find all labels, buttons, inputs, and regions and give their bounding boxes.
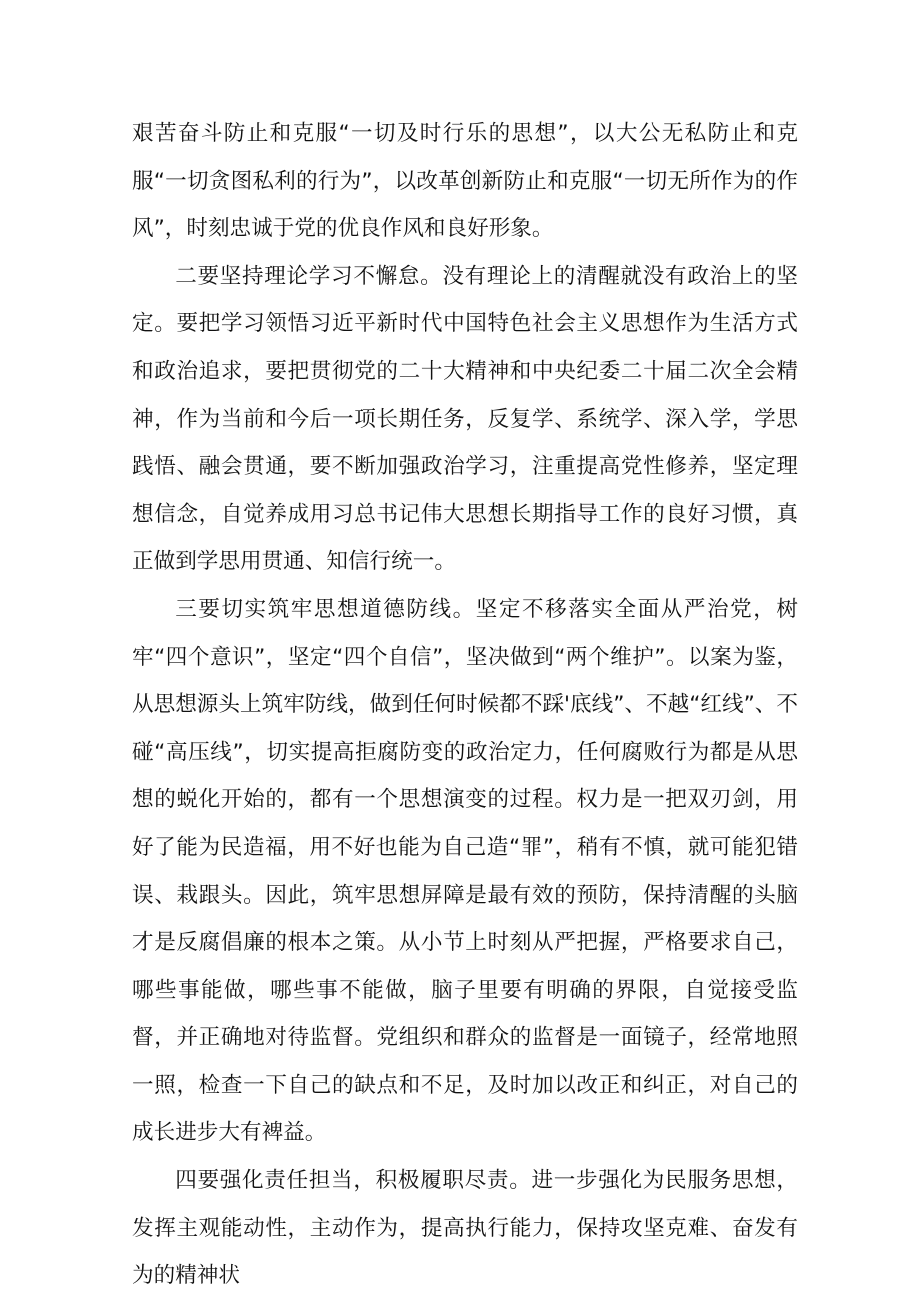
- paragraph-moral-defense: 三要切实筑牢思想道德防线。坚定不移落实全面从严治党，树牢“四个意识”，坚定“四个自信”，坚决做到“两个维护”。以案为鉴，从思想源头上筑牢防线，做到任何时候都不踩'底线”、不越“红线”、不碰“高压线”，切实提高拒腐防变的政治定力，任何腐败行为都是从思想的蜕化开始的，都有一个思想演变的过程。权力是一把双刃剑，用好了能为民造福，用不好也能为自己造“罪”，稍有不慎，就可能犯错误、栽跟头。因此，筑牢思想屏障是最有效的预防，保持清醒的头脑才是反腐倡廉的根本之策。从小节上时刻从严把握，严格要求自己，哪些事能做，哪些事不能做，脑子里要有明确的界限，自觉接受监督，并正确地对待监督。党组织和群众的监督是一面镜子，经常地照一照，检查一下自己的缺点和不足，及时加以改正和纠正，对自己的成长进步大有裨益。: [132, 596, 798, 1146]
- document-body: [132, 110, 798, 1300]
- paragraph-responsibility: 四要强化责任担当，积极履职尽责。进一步强化为民服务思想，发挥主观能动性，主动作为，提高执行能力，保持攻坚克难、奋发有为的精神状: [132, 1168, 798, 1289]
- paragraph-continuation: 艰苦奋斗防止和克服“一切及时行乐的思想”，以大公无私防止和克服“一切贪图私利的行为”，以改革创新防止和克服“一切无所作为的作风”，时刻忠诚于党的优良作风和良好形象。: [132, 121, 798, 242]
- paragraph-theory-study: 二要坚持理论学习不懈怠。没有理论上的清醒就没有政治上的坚定。要把学习领悟习近平新时代中国特色社会主义思想作为生活方式和政治追求，要把贯彻党的二十大精神和中央纪委二十届二次全会精神，作为当前和今后一项长期任务，反复学、系统学、深入学，学思践悟、融会贯通，要不断加强政治学习，注重提高党性修养，坚定理想信念，自觉养成用习总书记伟大思想长期指导工作的良好习惯，真正做到学思用贯通、知信行统一。: [132, 263, 798, 575]
